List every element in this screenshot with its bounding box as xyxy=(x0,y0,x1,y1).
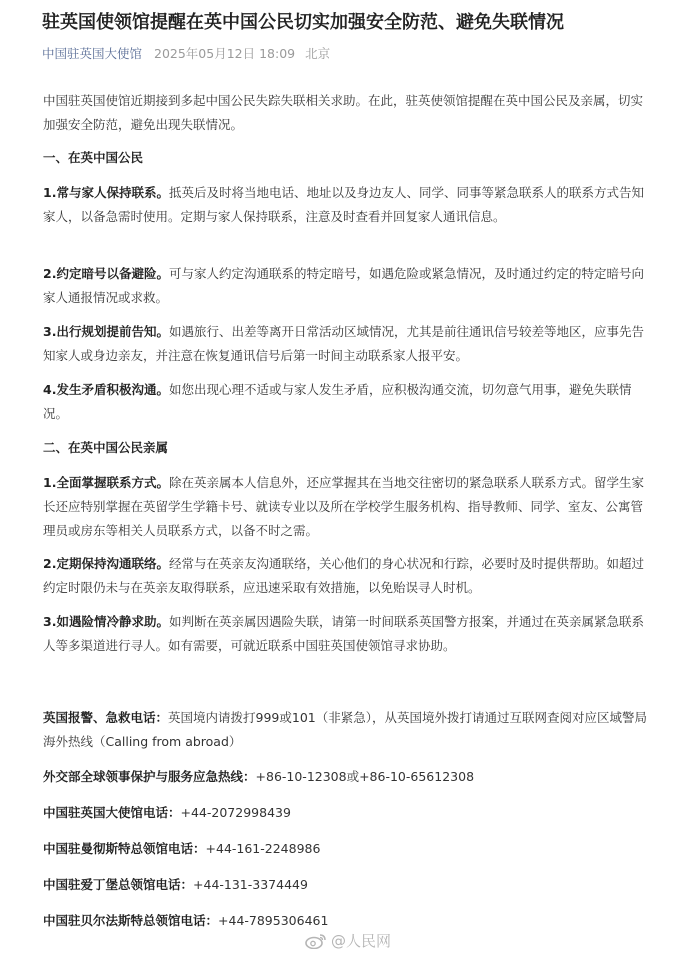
contact-manchester xyxy=(43,837,655,861)
contact-label: 中国驻曼彻斯特总领馆电话： xyxy=(43,841,206,856)
section1-heading: 一、在英中国公民 xyxy=(43,150,144,165)
contact-value: +44-131-3374449 xyxy=(193,877,308,892)
section2-item-3 xyxy=(43,610,655,658)
contact-police xyxy=(43,706,655,754)
item-bold: 2.定期保持沟通联络。 xyxy=(43,556,169,571)
contact-value: +44-7895306461 xyxy=(218,913,329,928)
item-text: 如遇旅行、出差等离开日常活动区域情况，尤其是前往通讯信号较差等地区，应事先告知家人或身边亲友，并注意在恢复通讯信号后第一时间主动联系家人报平安。 xyxy=(43,324,644,363)
watermark xyxy=(305,930,391,951)
section1-item-3 xyxy=(43,320,655,368)
contact-value: +44-161-2248986 xyxy=(205,841,321,856)
publish-location: 北京 xyxy=(305,46,331,61)
publish-date: 2025年05月12日 18:09 xyxy=(154,46,296,61)
item-bold: 1.全面掌握联系方式。 xyxy=(43,475,169,490)
weibo-icon xyxy=(305,933,327,949)
section2-item-1 xyxy=(43,471,655,543)
item-bold: 3.出行规划提前告知。 xyxy=(43,324,169,339)
section2-item-2 xyxy=(43,552,655,600)
contact-label: 外交部全球领事保护与服务应急热线： xyxy=(43,769,256,784)
intro-paragraph: 中国驻英国使馆近期接到多起中国公民失踪失联相关求助。在此，驻英使领馆提醒在英中国公民及亲属，切实加强安全防范，避免出现失联情况。 xyxy=(43,93,644,132)
item-text: 如您出现心理不适或与家人发生矛盾，应积极沟通交流，切勿意气用事，避免失联情况。 xyxy=(43,382,632,421)
contact-label: 中国驻贝尔法斯特总领馆电话： xyxy=(43,913,219,928)
contact-value: 英国境内请拨打999或101（非紧急），从英国境外拨打请通过互联网查阅对应区域警局海外热线（Calling from abroad） xyxy=(43,710,647,749)
section1-item-1 xyxy=(43,181,655,229)
contact-label: 中国驻爱丁堡总领馆电话： xyxy=(43,877,194,892)
source-link[interactable]: 中国驻英国大使馆 xyxy=(42,46,143,61)
item-text: 抵英后及时将当地电话、地址以及身边友人、同学、同事等紧急联系人的联系方式告知家人，以备急需时使用。定期与家人保持联系，注意及时查看并回复家人通讯信息。 xyxy=(43,185,644,224)
contact-label: 英国报警、急救电话： xyxy=(43,710,169,725)
item-text: 经常与在英亲友沟通联络，关心他们的身心状况和行踪，必要时及时提供帮助。如超过约定时限仍未与在英亲友取得联系，应迅速采取有效措施，以免贻误寻人时机。 xyxy=(43,556,644,595)
contact-embassy xyxy=(43,801,655,825)
contact-label: 中国驻英国大使馆电话： xyxy=(43,805,181,820)
item-text: 如判断在英亲属因遇险失联，请第一时间联系英国警方报案，并通过在英亲属紧急联系人等多渠道进行寻人。如有需要，可就近联系中国驻英国使领馆寻求协助。 xyxy=(43,614,644,653)
contact-mfa-hotline xyxy=(43,765,655,789)
item-text: 可与家人约定沟通联系的特定暗号，如遇危险或紧急情况，及时通过约定的特定暗号向家人通报情况或求救。 xyxy=(43,266,644,305)
item-bold: 3.如遇险情冷静求助。 xyxy=(43,614,169,629)
item-bold: 2.约定暗号以备避险。 xyxy=(43,266,169,281)
section2-heading: 二、在英中国公民亲属 xyxy=(43,440,169,455)
item-bold: 1.常与家人保持联系。 xyxy=(43,185,169,200)
article-meta xyxy=(42,44,330,62)
section1-item-4 xyxy=(43,378,655,426)
contact-value: +86-10-12308或+86-10-65612308 xyxy=(255,769,475,784)
article-title: 驻英国使领馆提醒在英中国公民切实加强安全防范、避免失联情况 xyxy=(42,12,564,33)
item-bold: 4.发生矛盾积极沟通。 xyxy=(43,382,169,397)
section1-item-2 xyxy=(43,262,655,310)
contact-value: +44-2072998439 xyxy=(180,805,291,820)
item-text: 除在英亲属本人信息外，还应掌握其在当地交往密切的紧急联系人联系方式。留学生家长还应特别掌握在英留学生学籍卡号、就读专业以及所在学校学生服务机构、指导教师、同学、室友、公寓管理员或房东等相关人员联系方式，以备不时之需。 xyxy=(43,475,644,538)
watermark-text: @人民网 xyxy=(331,932,392,950)
contact-edinburgh xyxy=(43,873,655,897)
